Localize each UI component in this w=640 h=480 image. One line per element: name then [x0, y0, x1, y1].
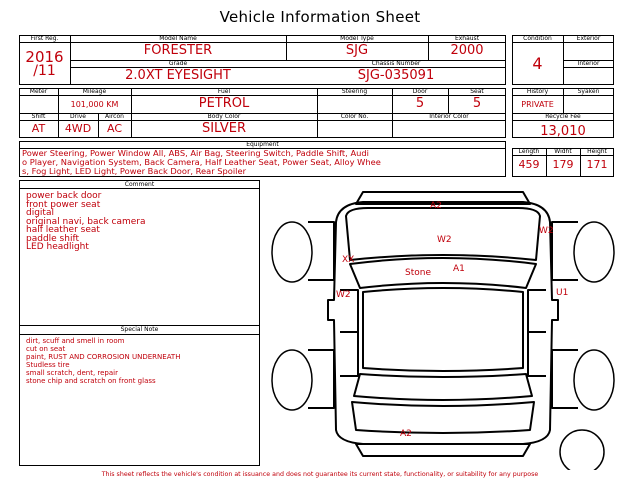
comment-line: power back door	[26, 191, 102, 201]
grade-label: Grade	[168, 60, 188, 67]
comment-line: digital	[26, 208, 54, 218]
chassis-label: Chassis Number	[371, 60, 421, 67]
special-note-line: small scratch, dent, repair	[26, 369, 118, 377]
fuel-label: Fuel	[217, 88, 231, 95]
shift-value: AT	[31, 122, 46, 135]
special-note-line: paint, RUST AND CORROSION UNDERNEATH	[26, 353, 181, 361]
comment-line: LED headlight	[26, 242, 89, 252]
interior-label: Interior	[577, 60, 600, 67]
special-note-line: Studless tire	[26, 361, 70, 369]
damage-mark-front-right: W2	[539, 226, 554, 236]
grade-value: 2.0XT EYESIGHT	[125, 68, 231, 83]
comment-line: half leather seat	[26, 225, 100, 235]
model-name-label: Model Name	[159, 35, 197, 42]
equipment-label: Equipment	[246, 141, 279, 148]
exhaust-label: Exhaust	[454, 35, 480, 42]
condition-label: Condition	[523, 35, 552, 42]
recycle-fee-value: 13,010	[540, 124, 586, 139]
drive-value: 4WD	[64, 122, 92, 135]
damage-mark-glass-stone: Stone	[405, 268, 431, 278]
drive-label: Drive	[70, 113, 86, 120]
comment-list	[26, 192, 146, 252]
height-value: 171	[586, 158, 608, 171]
page-title: Vehicle Information Sheet	[219, 8, 421, 26]
comment-line: original navi, back camera	[26, 216, 146, 227]
car-damage-diagram	[268, 180, 620, 470]
equipment-line: o Player, Navigation System, Back Camera, Half Leather Seat, Power Seat, Alloy Whee	[22, 157, 381, 167]
first-reg-label: First Reg.	[30, 35, 59, 42]
seat-label: Seat	[470, 88, 484, 95]
damage-mark-front: A2	[430, 201, 442, 211]
history-label: History	[526, 88, 549, 95]
special-note-list	[26, 337, 180, 385]
recycle-fee-label: Recycle Fee	[545, 113, 581, 120]
model-type-label: Model Type	[340, 35, 374, 42]
door-label: Door	[412, 88, 428, 95]
shift-label: Shift	[31, 113, 46, 120]
color-no-label: Color No.	[340, 113, 369, 120]
meter-label: Meter	[29, 88, 48, 95]
damage-mark-left-door: W2	[336, 290, 351, 300]
equipment-list	[22, 149, 381, 176]
model-name-value: FORESTER	[143, 43, 213, 58]
special-note-label: Special Note	[120, 326, 159, 333]
first-reg-month: /11	[33, 63, 56, 79]
aircon-label: Aircon	[105, 113, 124, 120]
equipment-line: Power Steering, Power Window All, ABS, Air Bag, Steering Switch, Paddle Shift, Audi	[22, 148, 369, 158]
special-note-line: dirt, scuff and smell in room	[26, 337, 125, 345]
door-value: 5	[415, 96, 425, 111]
damage-mark-rear: A2	[400, 429, 412, 439]
interior-color-label: Interior Color	[429, 113, 469, 120]
body-color-label: Body Color	[207, 113, 241, 120]
condition-value: 4	[532, 54, 543, 73]
width-label: Widht	[554, 148, 572, 155]
model-type-value: SJG	[345, 43, 369, 58]
exhaust-value: 2000	[450, 43, 484, 58]
special-note-line: cut on seat	[26, 345, 66, 353]
length-value: 459	[518, 158, 540, 171]
mileage-label: Mileage	[82, 88, 107, 95]
steering-label: Steering	[341, 88, 368, 95]
comment-line: front power seat	[26, 199, 101, 210]
damage-mark-right-door: U1	[556, 288, 569, 298]
height-label: Height	[587, 148, 607, 155]
body-color-value: SILVER	[201, 121, 247, 136]
first-reg-year: 2016	[25, 48, 64, 66]
chassis-value: SJG-035091	[357, 68, 435, 83]
aircon-value: AC	[106, 122, 122, 135]
comment-label: Comment	[124, 181, 155, 188]
fuel-value: PETROL	[198, 96, 250, 111]
special-note-line: stone chip and scratch on front glass	[26, 377, 156, 385]
equipment-line: s, Fog Light, LED Light, Power Back Door, Rear Spoiler	[22, 166, 246, 176]
history-value: PRIVATE	[521, 100, 554, 109]
exterior-label: Exterior	[576, 35, 601, 42]
width-value: 179	[552, 158, 574, 171]
mileage-value: 101,000 KM	[70, 100, 119, 109]
disclaimer-footer: This sheet reflects the vehicle's condition at issuance and does not guarantee its current state, functionality, or suitability for any purpose	[101, 471, 539, 478]
comment-line: paddle shift	[26, 233, 79, 244]
damage-mark-glass: A1	[453, 264, 465, 274]
damage-mark-left-front: XX	[342, 255, 355, 265]
seat-value: 5	[472, 96, 482, 111]
damage-mark-bonnet: W2	[437, 235, 452, 245]
syaken-label: Syaken	[577, 88, 600, 95]
length-label: Length	[518, 148, 540, 155]
